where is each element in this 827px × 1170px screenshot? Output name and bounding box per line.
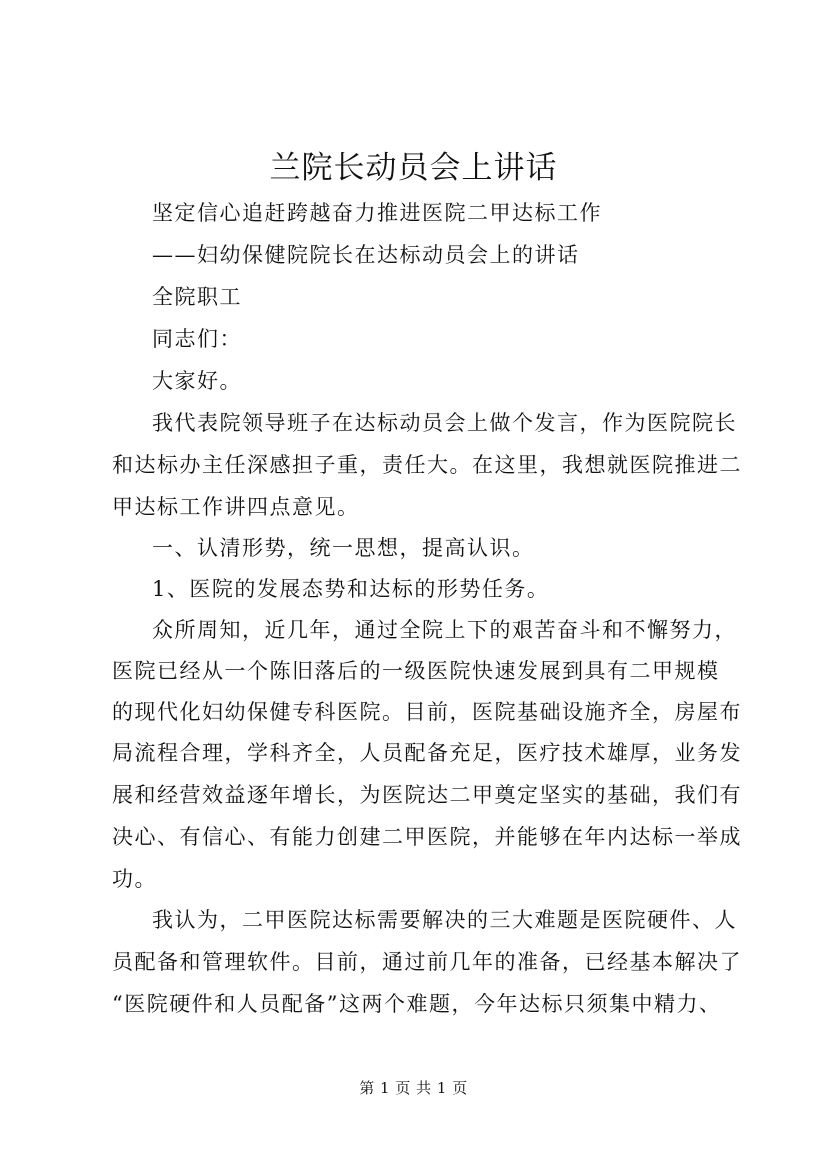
body-line: 我认为，二甲医院达标需要解决的三大难题是医院硬件、人 [152,908,737,932]
body-line: 众所周知，近几年，通过全院上下的艰苦奋斗和不懈努力， [152,618,737,642]
body-line: 甲达标工作讲四点意见。 [112,495,360,519]
body-line: 医院已经从一个陈旧落后的一级医院快速发展到具有二甲规模 [112,659,720,683]
body-line: 和达标办主任深感担子重，责任大。在这里，我想就医院推进二 [112,453,742,477]
body-line: 的现代化妇幼保健专科医院。目前，医院基础设施齐全，房屋布 [112,700,742,724]
body-line: 展和经营效益逐年增长，为医院达二甲奠定坚实的基础，我们有 [112,783,742,807]
body-line: “医院硬件和人员配备”这两个难题，今年达标只须集中精力、 [112,992,722,1016]
subtitle-line: 坚定信心追赶跨越奋力推进医院二甲达标工作 [152,201,602,225]
body-line: 员配备和管理软件。目前，通过前几年的准备，已经基本解决了 [112,950,742,974]
subsection-heading: 1、医院的发展态势和达标的形势任务。 [152,577,550,601]
addressee: 全院职工 [152,285,242,309]
body-line: 我代表院领导班子在达标动员会上做个发言，作为医院院长 [152,411,737,435]
page-footer: 第 1 页 共 1 页 [359,1079,468,1097]
body-line: 决心、有信心、有能力创建二甲医院，并能够在年内达标一举成 [112,825,742,849]
greeting: 大家好。 [152,369,242,393]
section-heading: 一、认清形势，统一思想，提高认识。 [152,536,535,560]
body-line: 局流程合理，学科齐全，人员配备充足，医疗技术雄厚，业务发 [112,741,742,765]
body-line: 功。 [112,867,157,891]
subtitle-line-2: ——妇幼保健院院长在达标动员会上的讲话 [152,243,580,267]
salutation: 同志们： [152,327,242,351]
page-title: 兰院长动员会上讲话 [269,150,558,186]
